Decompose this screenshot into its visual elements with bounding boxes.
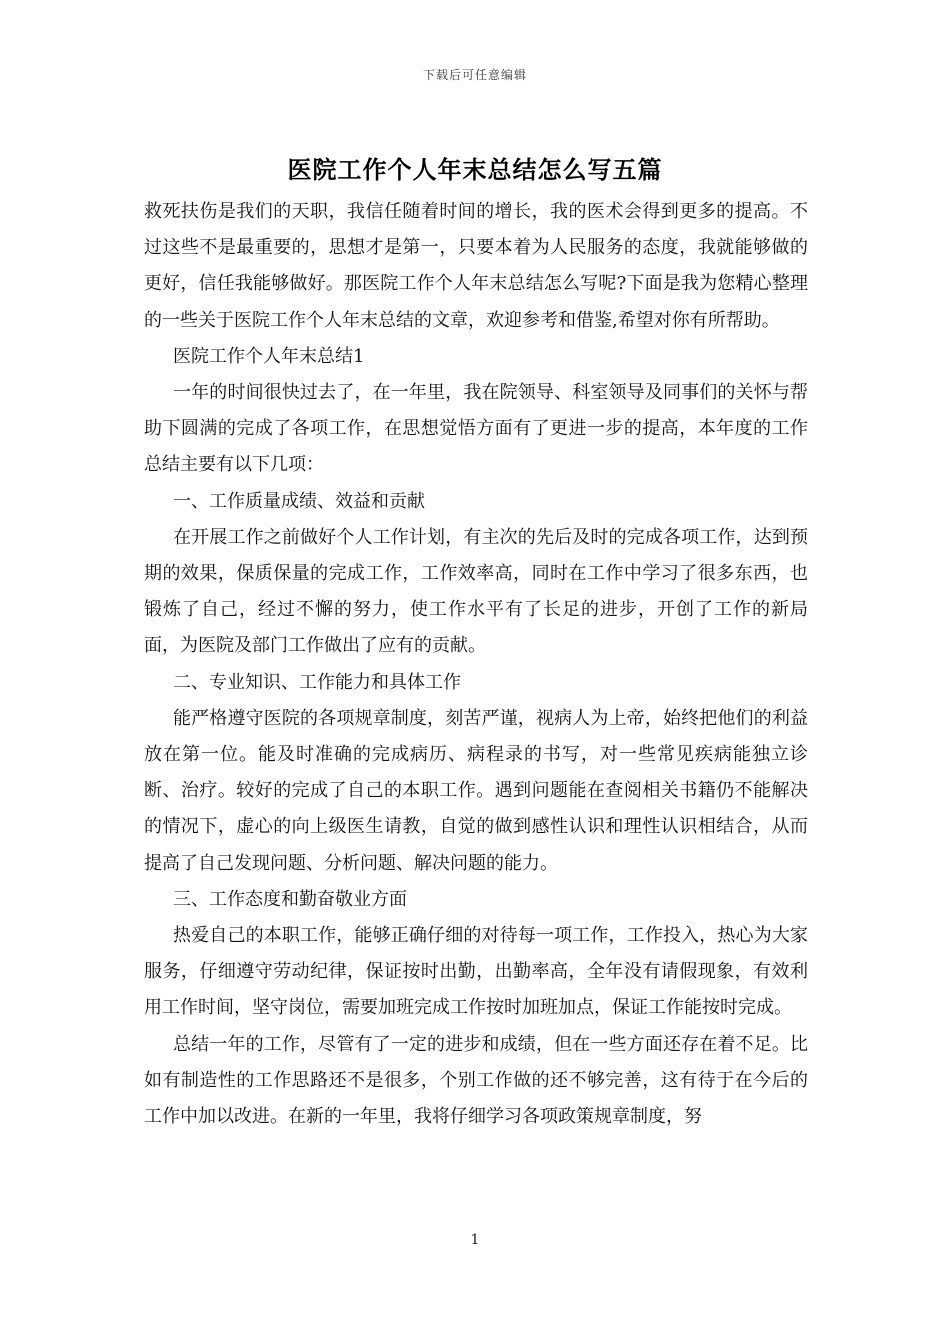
paragraph-conclusion: 总结一年的工作，尽管有了一定的进步和成绩，但在一些方面还存在着不足。比如有制造性的工作思路还不是很多，个别工作做的还不够完善，这有待于在今后的工作中加以改进。在新的一年里，我将仔细学习各项政策规章制度，努 bbox=[144, 1033, 808, 1128]
section-heading-quality: 一、工作质量成绩、效益和贡献 bbox=[173, 490, 425, 512]
paragraph-overview: 一年的时间很快过去了，在一年里，我在院领导、科室领导及同事们的关怀与帮助下圆满的完成了各项工作，在思想觉悟方面有了更进一步的提高，本年度的工作总结主要有以下几项： bbox=[144, 382, 808, 476]
section-heading-expertise: 二、专业知识、工作能力和具体工作 bbox=[173, 671, 461, 693]
paragraph-expertise: 能严格遵守医院的各项规章制度，刻苦严谨，视病人为上帝，始终把他们的利益放在第一位。能及时准确的完成病历、病程录的书写，对一些常见疾病能独立诊断、治疗。较好的完成了自己的本职工作。遇到问题能在查阅相关书籍仍不能解决的情况下，虚心的向上级医生请教，自觉的做到感性认识和理性认识相结合，从而提高了自己发现问题、分析问题、解决问题的能力。 bbox=[144, 707, 808, 874]
paragraph-attitude: 热爱自己的本职工作，能够正确仔细的对待每一项工作，工作投入，热心为大家服务，仔细遵守劳动纪律，保证按时出勤，出勤率高，全年没有请假现象，有效利用工作时间，坚守岗位，需要加班完成工作按时加班加点，保证工作能按时完成。 bbox=[144, 925, 808, 1019]
intro-paragraph: 救死扶伤是我们的天职，我信任随着时间的增长，我的医术会得到更多的提高。不过这些不是最重要的，思想才是第一，只要本着为人民服务的态度，我就能够做的更好，信任我能够做好。那医院工作个人年末总结怎么写呢?下面是我为您精心整理的一些关于医院工作个人年末总结的文章，欢迎参考和借鉴,希望对你有所帮助。 bbox=[144, 201, 808, 331]
document-title: 医院工作个人年末总结怎么写五篇 bbox=[287, 155, 663, 184]
header-note: 下载后可任意编辑 bbox=[422, 68, 527, 82]
section-heading-attitude: 三、工作态度和勤奋敬业方面 bbox=[173, 888, 407, 910]
paragraph-quality: 在开展工作之前做好个人工作计划，有主次的先后及时的完成各项工作，达到预期的效果，保质保量的完成工作，工作效率高，同时在工作中学习了很多东西，也锻炼了自己，经过不懈的努力，使工作水平有了长足的进步，开创了工作的新局面，为医院及部门工作做出了应有的贡献。 bbox=[144, 526, 808, 657]
document-body bbox=[144, 194, 808, 1135]
section-heading-summary-1: 医院工作个人年末总结1 bbox=[173, 345, 365, 367]
page-number: 1 bbox=[470, 1232, 480, 1248]
